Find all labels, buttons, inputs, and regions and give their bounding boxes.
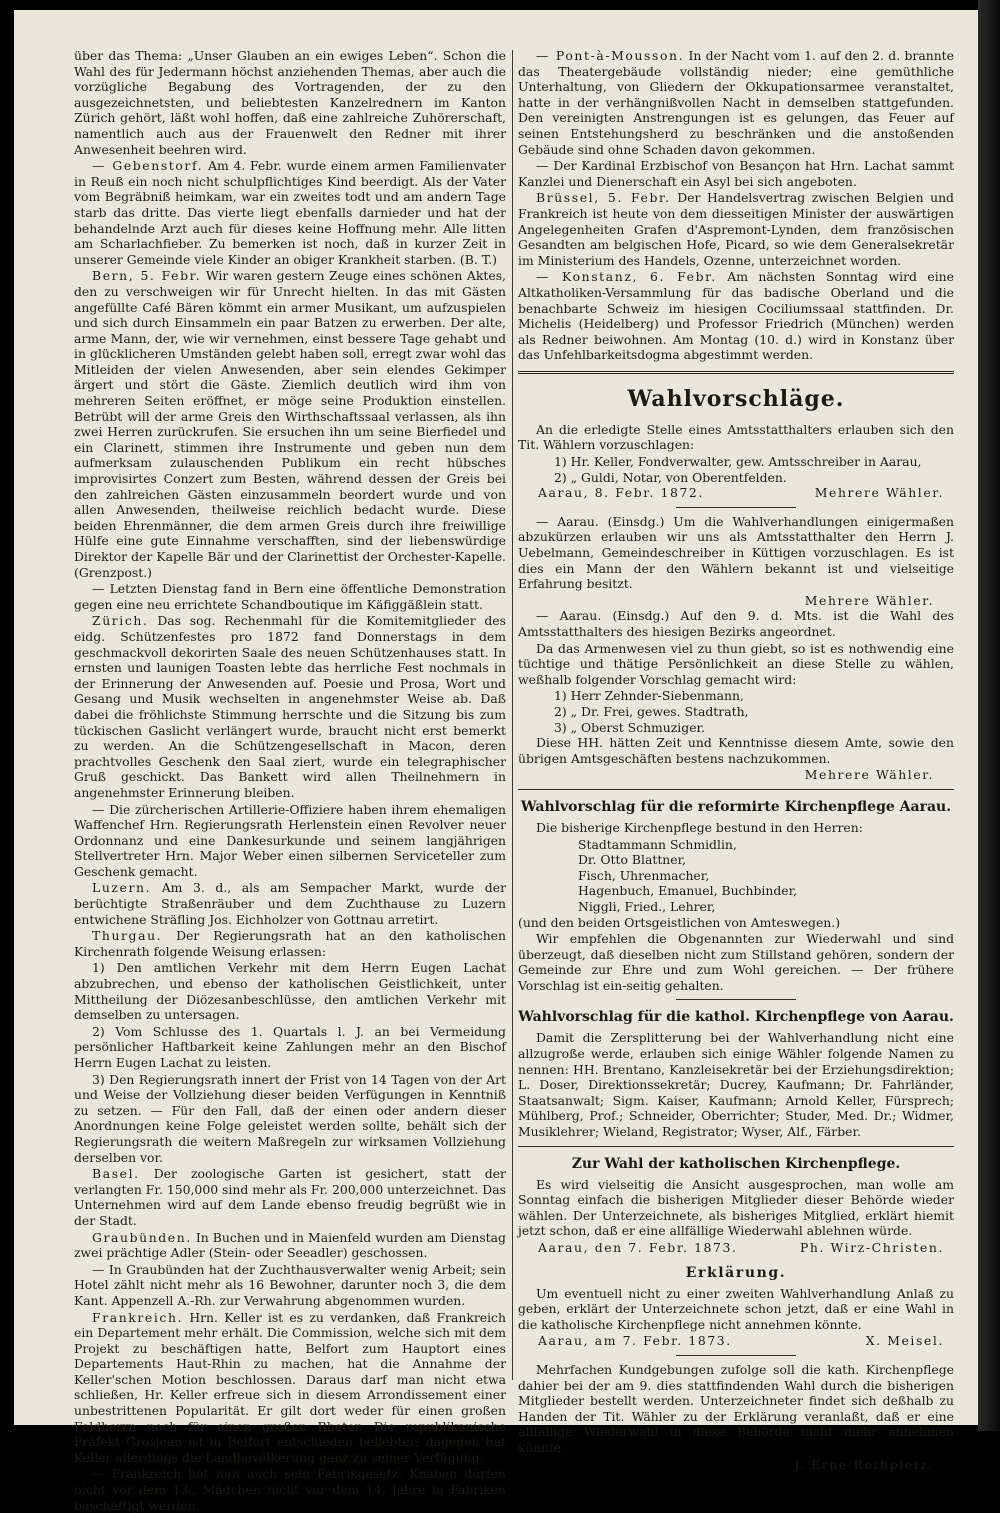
signature: J. Erne-Rothpletz. [794, 1456, 934, 1472]
article-paragraph: Brüssel, 5. Febr. Der Handelsvertrag zwischen Belgien und Frankreich ist heute von dem diesseitigen Minister der auswärtigen Angelegenheiten Grafen d'Aspremont-Lynden, dem französischen Gesandten am belgischen Hofe, Picard, so wie dem Generalsekretär im Ministerium des Handels, Ozenne, unterzeichnet worden. [518, 190, 954, 268]
section-heading: Erklärung. [685, 1264, 787, 1281]
section-divider [518, 1146, 954, 1147]
article-paragraph: — In Graubünden hat der Zuchthausverwalter wenig Arbeit; sein Hotel zählt nicht mehr als 16 Bewohner, darunter noch 3, die dem Kant. Appenzell A.-Rh. zur Verwahrung abgenommen wurden. [74, 1261, 506, 1308]
list-item: 1) Herr Zehnder-Siebenmann, [554, 688, 744, 704]
notice-paragraph: Um eventuell nicht zu einer zweiten Wahlverhandlung Anlaß zu geben, erklärt der Unterzeichnete schon jetzt, daß er eine Wahl in die katholische Kirchenpflege nicht annehmen könnte. [518, 1285, 954, 1332]
dateline: Frankreich. [92, 1309, 184, 1325]
article-paragraph: Graubünden. In Buchen und in Maienfeld wurden am Dienstag zwei prächtige Adler (Stein- oder Seeadler) geschossen. [74, 1229, 506, 1261]
signature-line [518, 1240, 954, 1256]
member-list [518, 837, 954, 915]
short-divider [676, 999, 796, 1000]
short-divider [676, 507, 796, 508]
dateline: Basel. [92, 1166, 140, 1182]
notice-paragraph: An die erledigte Stelle eines Amtsstatthalters erlauben sich den Tit. Wählern vorzuschlagen: [518, 421, 954, 453]
list-item: Hagenbuch, Emanuel, Buchbinder, [578, 883, 798, 899]
notice-paragraph: — Aarau. (Einsdg.) Um die Wahlverhandlungen einigermaßen abzukürzen erlauben wir uns als Amtsstatthalter den Herrn J. Uebelmann, Gemeindeschreiber in Küttigen vorzuschlagen. Es ist dies ein Mann der den Wählern bekannt ist und vielseitige Erfahrung besitzt. [518, 513, 954, 592]
notice-paragraph: — Aarau. (Einsdg.) Auf den 9. d. Mts. ist die Wahl des Amtsstatthalters des hiesigen Bezirks angeordnet. [518, 608, 954, 639]
dateline: Brüssel, 5. Febr. [536, 190, 671, 206]
article-paragraph: Bern, 5. Febr. Wir waren gestern Zeuge eines schönen Aktes, den zu verschweigen wir für Unrecht hielten. In das mit Gästen angefüllte Café Bären kömmt ein armer Musikant, um aufzuspielen und sich durch Einsammeln ein paar Batzen zu erwerben. Der alte, arme Mann, der, wie wir vernehmen, einst bessere Tage gehabt und in glücklicheren Umständen gelebt haben soll, erregt zwar wohl das Mitleiden der vielen Anwesenden, aber sein elendes Gekimper ärgert und stört die Gäste. Ziemlich deutlich wird ihm von mehreren Seiten eröffnet, er möge seine Produktion einstellen. Betrübt will der arme Greis den Wirthschaftssaal verlassen, als ihn zwei Herren zurückrufen. Sie ersuchen ihn um seine Bierfiedel und ein Clarinett, stimmen ihre Instrumente und geben nun dem aufmerksam zulauschenden Publikum ein recht hübsches improvisirtes Conzert zum Besten, während dessen der Greis bei den zahlreichen Gästen einzusammeln beordert wurde und von allen Anwesenden, theilweise reichlich bedacht wurde. Diese beiden Ehrenmänner, die dem armen Greis durch ihre freiwillige Hülfe eine gute Einnahme verschafften, sind der liebenswürdige Direktor der Kapelle Bär und der Clarinettist der Orchester-Kapelle. (Grenzpost.) [74, 268, 506, 580]
signature: Mehrere Wähler. [804, 592, 934, 608]
place-date: Aarau, den 7. Febr. 1873. [538, 1240, 738, 1255]
article-paragraph: — Die zürcherischen Artillerie-Offiziere haben ihrem ehemaligen Waffenchef Hrn. Regierungsrath Herlenstein einen Revolver neuer Ordonnanz und eine Dankesurkunde und seinem langjährigen Stellvertreter Hrn. Major Weber einen silbernen Serviceteller zum Geschenk gemacht. [74, 801, 506, 879]
candidate-list [518, 688, 954, 735]
short-divider [676, 1355, 796, 1356]
newspaper-page [14, 10, 978, 1513]
notice-paragraph: Wir empfehlen die Obgenannten zur Wiederwahl und sind überzeugt, daß dieselben nicht zum Stillstand gehören, sondern der Gemeinde zur Ehre und zum Wohl gereichen. — Der frühere Vorschlag ist ein-seitig gehalten. [518, 931, 954, 993]
dateline: Graubünden. [92, 1229, 192, 1245]
notice-paragraph: Diese HH. hätten Zeit und Kenntnisse diesem Amte, sowie den übrigen Amtsgeschäften bestens nachzukommen. [518, 735, 954, 766]
list-item: 2) „ Dr. Frei, gewes. Stadtrath, [554, 703, 749, 719]
article-paragraph: — Pont-à-Mousson. In der Nacht vom 1. auf den 2. d. brannte das Theatergebäude vollständig nieder; eine gemüthliche Unterhaltung, von Gliedern der Okkupationsarmee veranstaltet, hatte in der verhängnißvollen Nacht in demselben stattgefunden. Den vereinigten Anstrengungen ist es gelungen, das Feuer auf seinen Entstehungsherd zu beschränken und die anstoßenden Gebäude sind ohne Schaden davon gekommen. [518, 48, 954, 157]
article-paragraph: Zürich. Das sog. Rechenmahl für die Komitemitglieder des eidg. Schützenfestes pro 1872 fand Donnerstags in dem geschmackvoll dekorirten Saale des neuen Schützenhauses statt. In ernsten und launigen Toasten lebte das herrliche Fest nochmals in der Erinnerung der Anwesenden auf. Poesie und Prosa, Wort und Gesang und Musik wechselten in angenehmster Weise ab. Daß dabei die fröhlichste Stimmung herrschte und die Sitzung bis zum tückischen Gaslicht verlängert wurde, braucht nicht erst bemerkt zu werden. An die Schützengesellschaft in Macon, deren prachtvolles Geschenk den Saal ziert, wurde ein telegraphischer Gruß geschickt. Das Bankett wird allen Theilnehmern in angenehmster Erinnerung bleiben. [74, 613, 506, 800]
list-item: Dr. Otto Blattner, [578, 852, 687, 868]
place-date: Aarau, 8. Febr. 1872. [538, 485, 704, 501]
article-paragraph: Basel. Der zoologische Garten ist gesichert, statt der verlangten Fr. 150,000 sind mehr als Fr. 200,000 unterzeichnet. Das Unternehmen wird auf dem Lande ebenso freudig begrüßt wie in der Stadt. [74, 1166, 506, 1228]
signature: Mehrere Wähler. [814, 485, 944, 501]
article-paragraph: 1) Den amtlichen Verkehr mit dem Herrn Eugen Lachat abzubrechen, und ebenso der katholischen Geistlichkeit, unter Mittheilung der Diözesanbeschlüsse, den amtlichen Verkehr mit demselben zu untersagen. [74, 960, 506, 1023]
notice-paragraph: Da das Armenwesen viel zu thun giebt, so ist es nothwendig eine tüchtige und thätige Persönlichkeit an diese Stelle zu wählen, weßhalb folgender Vorschlag gemacht wird: [518, 640, 954, 687]
dateline: Luzern. [92, 880, 152, 896]
section-heading: Wahlvorschlag für die kathol. Kirchenpflege von Aarau. [518, 1009, 954, 1026]
right-column [518, 48, 954, 1472]
list-item: 1) Hr. Keller, Fondverwalter, gew. Amtsschreiber in Aarau, [554, 454, 922, 470]
section-heading: Zur Wahl der katholischen Kirchenpflege. [571, 1155, 901, 1172]
article-paragraph: — Gebenstorf. Am 4. Febr. wurde einem armen Familienvater in Reuß ein noch nicht schulpflichtiges Kind beerdigt. Als der Vater vom Begräbniß heimkam, war ein zweites todt und am andern Tage starb das dritte. Das vierte liegt ebenfalls darnieder und hat der behandelnde Arzt auch für dieses keine Hoffnung mehr. Alle litten am Scharlachfieber. Zu bemerken ist noch, daß in kurzer Zeit in unserer Gemeinde viele Kinder an obiger Krankheit starben. (B. T.) [74, 158, 506, 267]
left-column [74, 48, 506, 1513]
list-item: 3) „ Oberst Schmuziger. [554, 719, 706, 735]
article-paragraph: — Konstanz, 6. Febr. Am nächsten Sonntag wird eine Altkatholiken-Versammlung für das badische Oberland und die benachbarte Schweiz im hiesigen Cociliumssaal stattfinden. Dr. Michelis (Heidelberg) und Professor Friedrich (München) werden als Redner beiwohnen. Am Montag (10. d.) wird in Konstanz über das Unfehlbarkeitsdogma abgestimmt werden. [518, 269, 954, 363]
section-heading: Wahlvorschlag für die reformirte Kirchenpflege Aarau. [520, 798, 952, 815]
dateline: Zürich. [92, 613, 149, 629]
list-item: Stadtammann Schmidlin, [578, 836, 737, 852]
notice-note: (und den beiden Ortsgeistlichen von Amteswegen.) [518, 914, 841, 930]
notice-paragraph: Die bisherige Kirchenpflege bestund in den Herren: [536, 819, 863, 835]
signature: Ph. Wirz-Christen. [799, 1240, 944, 1255]
article-paragraph: 3) Den Regierungsrath innert der Frist von 14 Tagen von der Art und Weise der Vollziehung dieser beiden Verfügungen in Kenntniß zu setzen. — Für den Fall, daß der einen oder andern dieser Anordnungen keine Folge geleistet werden sollte, behält sich der Regierungsrath die weitern Maßregeln zur wirksamen Vollziehung derselben vor. [74, 1071, 506, 1165]
section-heading: Wahlvorschläge. [627, 385, 845, 412]
dateline: — Pont-à-Mousson. [536, 48, 685, 63]
signature-line [518, 1333, 954, 1349]
article-paragraph: Thurgau. Der Regierungsrath hat an den katholischen Kirchenrath folgende Weisung erlassen: [74, 928, 506, 959]
list-item: Fisch, Uhrenmacher, [578, 867, 710, 883]
dateline: Thurgau. [92, 928, 163, 944]
article-paragraph: über das Thema: „Unser Glauben an ein ewiges Leben“. Schon die Wahl des für Jedermann höchst anziehenden Themas, aber auch die vorzügliche Begabung des Vortragenden, der zu den ausgezeichnetsten, und beliebtesten Kanzelrednern im Kanton Zürich gehört, läßt wohl hoffen, daß eine zahlreiche Zuhörerschaft, namentlich auch aus der Frauenwelt den Redner mit ihrer Anwesenheit beehren wird. [74, 48, 506, 157]
dateline: — Konstanz, 6. Febr. [536, 269, 717, 285]
dateline: — Gebenstorf. [92, 158, 204, 174]
section-divider [518, 371, 954, 374]
candidate-list [518, 454, 954, 485]
signature: Mehrere Wähler. [804, 767, 934, 783]
signature: X. Meisel. [865, 1333, 944, 1349]
article-paragraph: Frankreich. Hrn. Keller ist es zu verdanken, daß Frankreich ein Departement mehr erhält. Die Commission, welche sich mit dem Projekt zu beschäftigen hatte, Belfort zum Hauptort eines Departements Haut-Rhin zu machen, hat die Annahme der Keller'schen Motion beschlossen. Daraus darf man nicht etwa schließen, Hr. Keller erfreue sich in diesem Arrondissement einer unbestrittenen Popularität. Er gilt dort weder für einen großen Feldherrn noch für einen großen Rhetor. Die republikanische Präfekt Grosjean ist in Belfort entschieden beliebter; dagegen hat Keller allerdings die Landbevölkerung ganz zu seiner Verfügung. [74, 1309, 506, 1465]
notice-paragraph: Es wird vielseitig die Ansicht ausgesprochen, man wolle am Sonntag einfach die bisherigen Mitglieder dieser Behörde wieder wählen. Der Unterzeichnete, als bisheriges Mitglied, erklärt hiemit jetzt schon, daß er eine allfällige Wiederwahl ablehnen würde. [518, 1176, 954, 1239]
article-paragraph: — Letzten Dienstag fand in Bern eine öffentliche Demonstration gegen eine neu errichtete Schandboutique im Käfiggäßlein statt. [74, 581, 506, 612]
dateline: Bern, 5. Febr. [92, 268, 202, 284]
signature-line [518, 485, 954, 501]
article-paragraph: — Frankreich hat nun auch sein Fabrikgesetz. Knaben dürfen nicht vor dem 13., Mädchen nicht vor dem 14. Jahre in Fabriken beschäftigt werden. [74, 1466, 506, 1513]
article-paragraph: Luzern. Am 3. d., als am Sempacher Markt, wurde der berüchtigte Straßenräuber und dem Zuchthause zu Luzern entwichene Sträfling Jos. Eichholzer von Gottnau arretirt. [74, 880, 506, 927]
notice-paragraph: Mehrfachen Kundgebungen zufolge soll die kath. Kirchenpflege dahier bei der am 9. dies stattfindenden Wahl durch die bisherigen Mitglieder bestellt werden. Unterzeichneter findet sich deßhalb zu Handen der Tit. Wähler zu der Erklärung veranlaßt, daß er eine allfällige Wiederwahl in diese Behörde nicht mehr annehmen könnte. [518, 1361, 954, 1455]
article-paragraph: — Der Kardinal Erzbischof von Besançon hat Hrn. Lachat sammt Kanzlei und Dienerschaft ein Asyl bei sich angeboten. [518, 158, 954, 189]
column-divider [512, 50, 513, 1380]
page-edge-shadow [978, 0, 1000, 1431]
section-divider [518, 789, 954, 790]
list-item: Niggli, Fried., Lehrer, [578, 898, 716, 914]
article-paragraph: 2) Vom Schlusse des 1. Quartals l. J. an bei Vermeidung persönlicher Haftbarkeit keine Zahlungen mehr an den Bischof Herrn Eugen Lachat zu leisten. [74, 1023, 506, 1070]
place-date: Aarau, am 7. Febr. 1873. [538, 1333, 732, 1349]
list-item: 2) „ Guldi, Notar, von Oberentfelden. [554, 469, 787, 485]
notice-paragraph: Damit die Zersplitterung bei der Wahlverhandlung nicht eine allzugroße werde, erlauben sich einige Wähler folgende Namen zu nennen: HH. Brentano, Kanzleisekretär bei der Erziehungsdirektion; L. Doser, Direktionssekretär; Ducrey, Kaufmann; Dr. Fahrländer, Staatsanwalt; Sigm. Kaiser, Kaufmann; Arnold Keller, Fürsprech; Mühlberg, Prof.; Schneider, Oberrichter; Studer, Med. Dr.; Widmer, Musiklehrer; Wieland, Registrator; Wyser, Alf., Färber. [518, 1030, 954, 1140]
